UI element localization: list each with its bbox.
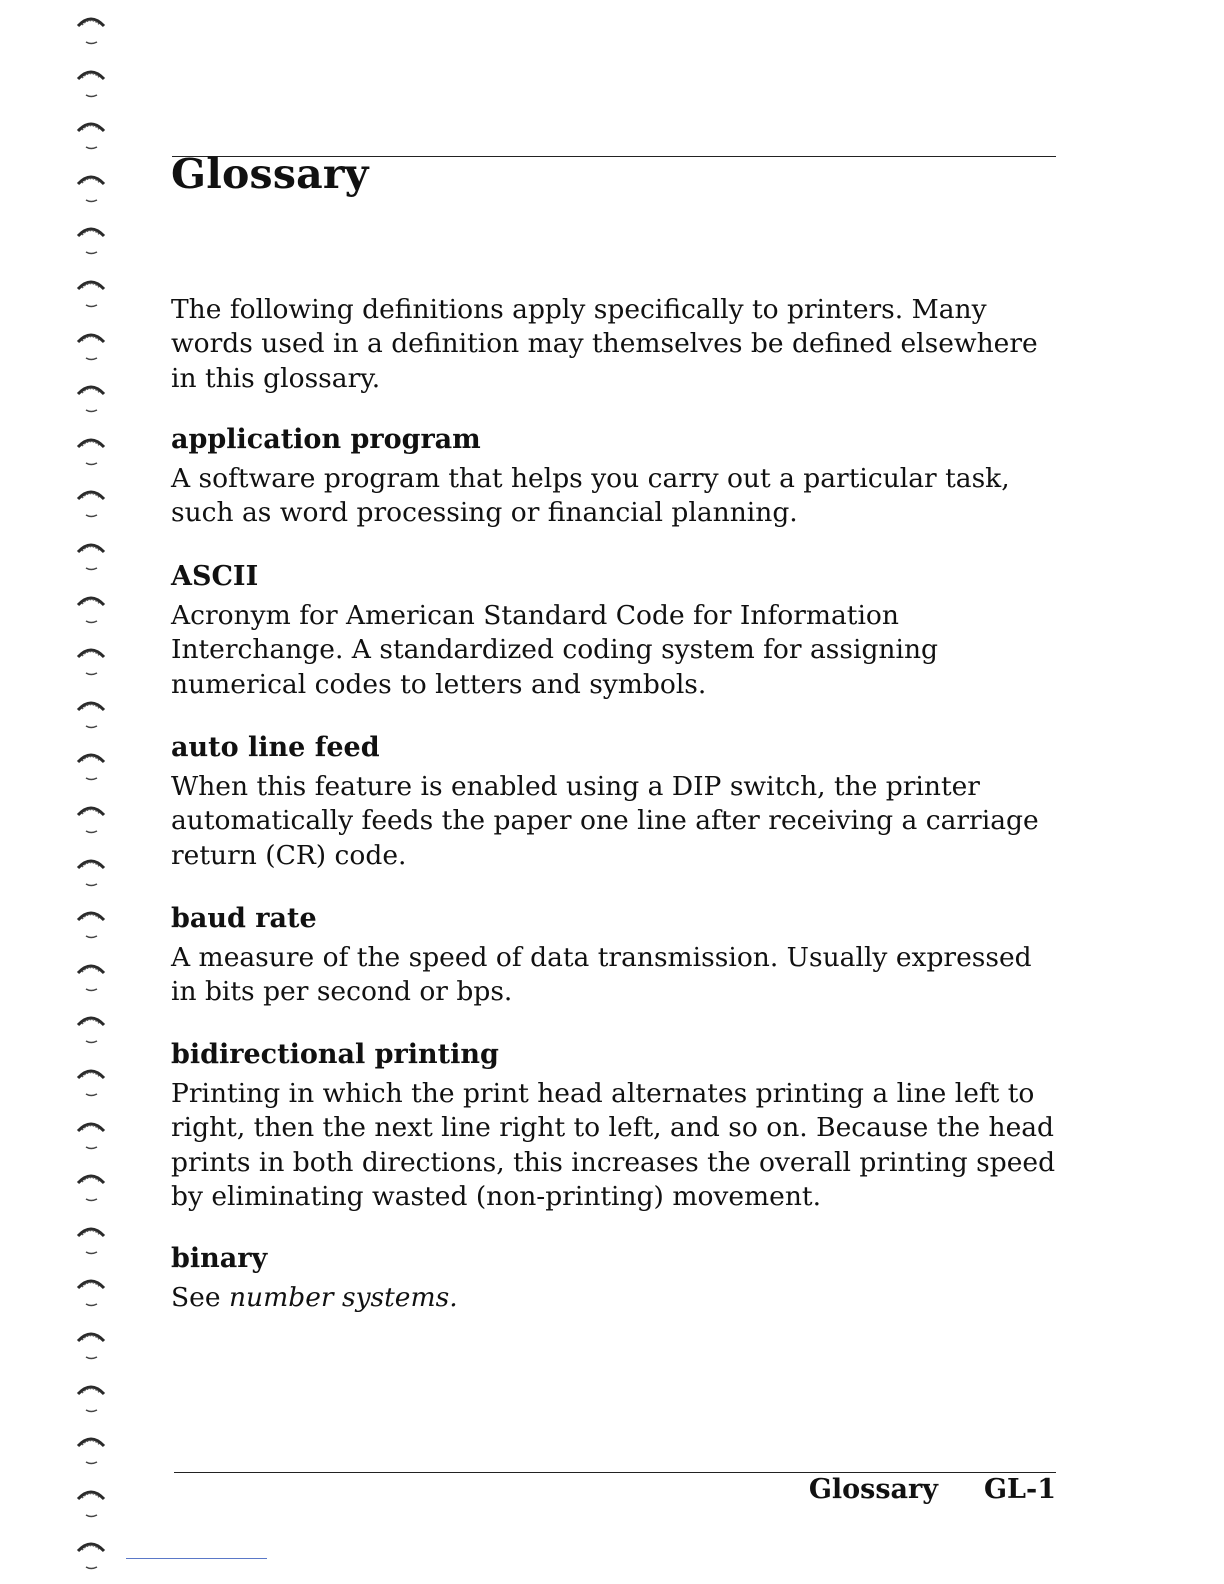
binding-ring-icon: [76, 589, 106, 635]
binding-ring-icon: [76, 641, 106, 687]
term: baud rate: [171, 903, 317, 934]
definition: A software program that helps you carry out a particular task, such as word processing or financial planning.: [171, 463, 1010, 529]
definition-prefix: See: [171, 1282, 221, 1313]
binding-ring-icon: [76, 957, 106, 1003]
term: ASCII: [171, 561, 259, 592]
page-title: Glossary: [171, 150, 369, 198]
binding-ring-icon: [76, 694, 106, 740]
footer-section: Glossary: [808, 1474, 938, 1505]
term: application program: [171, 424, 481, 455]
term: bidirectional printing: [171, 1039, 499, 1070]
definition: Printing in which the print head alternates printing a line left to right, then the next line right to left, and so on. Because the head prints in both directions, this increases the overall printing speed by eliminating wasted (non-printing) movement.: [171, 1078, 1056, 1212]
definition: When this feature is enabled using a DIP switch, the printer automatically feeds the paper one line after receiving a carriage return (CR) code.: [171, 771, 1039, 871]
cross-reference: number systems.: [228, 1282, 458, 1313]
binding-ring-icon: [76, 1167, 106, 1213]
glossary-entry-bidirectional-printing: [171, 1038, 1061, 1214]
glossary-entry-application-program: [171, 423, 1061, 531]
scan-artifact-line: [126, 1558, 267, 1559]
binding-ring-icon: [76, 115, 106, 161]
binding-ring-icon: [76, 273, 106, 319]
binding-ring-icon: [76, 1430, 106, 1476]
binding-ring-icon: [76, 904, 106, 950]
binding-ring-icon: [76, 1062, 106, 1108]
definition: Acronym for American Standard Code for Information Interchange. A standardized coding system for assigning numerical codes to letters and symbols.: [171, 600, 938, 700]
binding-ring-icon: [76, 378, 106, 424]
binding-ring-icon: [76, 799, 106, 845]
binding-ring-icon: [76, 431, 106, 477]
binding-ring-icon: [76, 1483, 106, 1529]
footer-page-number: GL-1: [983, 1474, 1056, 1505]
binding-ring-icon: [76, 326, 106, 372]
binding-ring-icon: [76, 746, 106, 792]
glossary-entry-ascii: [171, 560, 1061, 702]
term: binary: [171, 1243, 268, 1274]
glossary-entry-auto-line-feed: [171, 731, 1061, 873]
binding-ring-icon: [76, 10, 106, 56]
binding-ring-icon: [76, 1378, 106, 1424]
binding-ring-icon: [76, 220, 106, 266]
binding-ring-icon: [76, 1535, 106, 1581]
definition: A measure of the speed of data transmission. Usually expressed in bits per second or bps.: [171, 942, 1032, 1008]
spiral-binding: [68, 0, 118, 1584]
intro-paragraph: The following definitions apply specifically to printers. Many words used in a definition may themselves be defined elsewhere in this glossary.: [171, 294, 1038, 394]
binding-ring-icon: [76, 168, 106, 214]
glossary-entry-binary: [171, 1242, 1061, 1315]
binding-ring-icon: [76, 1272, 106, 1318]
definition: [171, 1281, 1061, 1315]
binding-ring-icon: [76, 1115, 106, 1161]
binding-ring-icon: [76, 1009, 106, 1055]
binding-ring-icon: [76, 1325, 106, 1371]
binding-ring-icon: [76, 63, 106, 109]
glossary-entry-baud-rate: [171, 902, 1061, 1010]
bottom-rule: [174, 1472, 1056, 1473]
binding-ring-icon: [76, 1220, 106, 1266]
page-footer: [809, 1474, 1056, 1505]
binding-ring-icon: [76, 536, 106, 582]
binding-ring-icon: [76, 852, 106, 898]
term: auto line feed: [171, 732, 380, 763]
binding-ring-icon: [76, 483, 106, 529]
